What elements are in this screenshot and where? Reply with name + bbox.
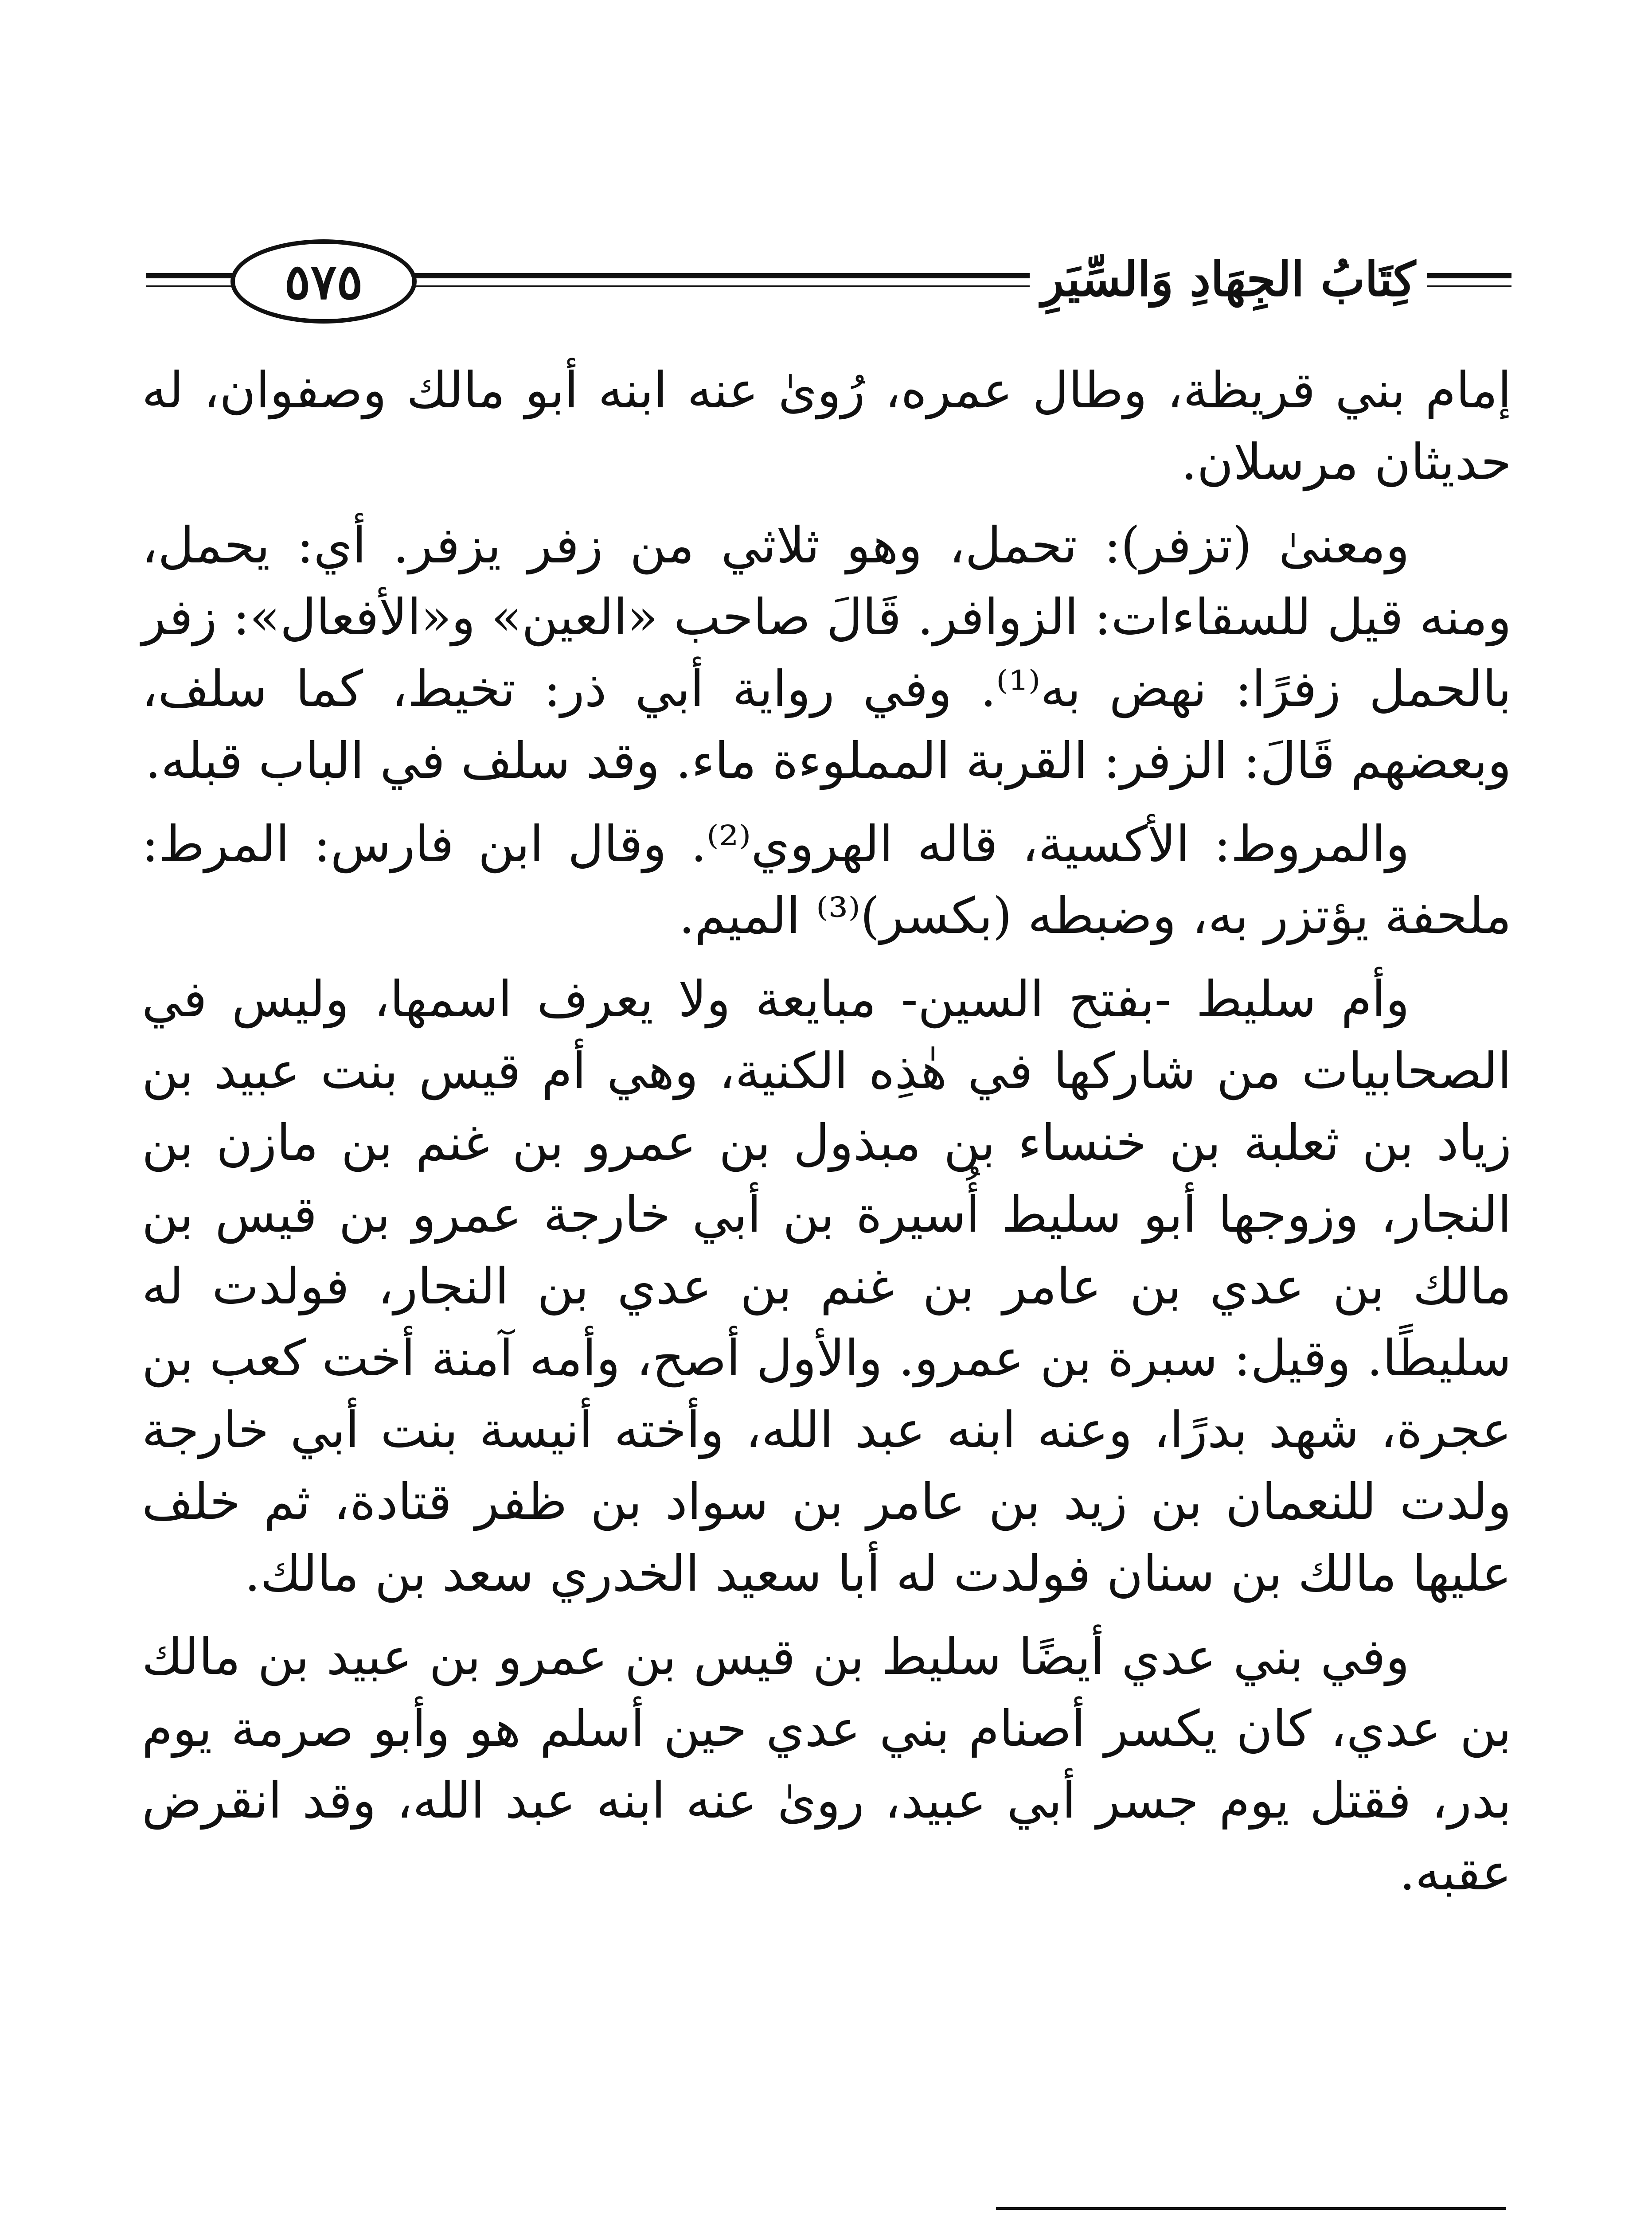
- main-text: [142, 355, 1511, 1908]
- book-title: كِتَابُ الجِهَادِ وَالسِّيَرِ: [1030, 246, 1427, 312]
- header-rule-left-thick: [146, 273, 235, 278]
- paragraph-1: إمام بني قريظة، وطال عمره، رُوىٰ عنه ابنه أبو مالك وصفوان، له حديثان مرسلان.: [142, 362, 1511, 491]
- running-header: [146, 230, 1511, 332]
- footnote-separator: [996, 2207, 1506, 2210]
- header-rule-left-thin: [146, 285, 235, 287]
- paragraph-4: وأم سليط -بفتح السين- مبايعة ولا يعرف اسمها، وليس في الصحابيات من شاركها في هٰذِه الكنية، وهي أم قيس بنت عبيد بن زياد بن ثعلبة بن خنساء بن مبذول بن عمرو بن غنم بن مازن بن النجار، وزوجها أبو سليط أُسيرة بن أبي خارجة عمرو بن قيس بن مالك بن عدي بن عامر بن غنم بن عدي بن النجار، فولدت له سليطًا. وقيل: سبرة بن عمرو. والأول أصح، وأمه آمنة أخت كعب بن عجرة، شهد بدرًا، وعنه ابنه عبد الله، وأخته أنيسة بنت أبي خارجة ولدت للنعمان بن زيد بن عامر بن سواد بن ظفر قتادة، ثم خلف عليها مالك بن سنان فولدت له أبا سعيد الخدري سعد بن مالك.: [142, 971, 1511, 1603]
- paragraph-5: وفي بني عدي أيضًا سليط بن قيس بن عمرو بن عبيد بن مالك بن عدي، كان يكسر أصنام بني عدي حين أسلم هو وأبو صرمة يوم بدر، فقتل يوم جسر أبي عبيد، روىٰ عنه ابنه عبد الله، وقد انقرض عقبه.: [142, 1628, 1511, 1901]
- paragraph-2: ومعنىٰ (تزفر): تحمل، وهو ثلاثي من زفر يزفر. أي: يحمل، ومنه قيل للسقاءات: الزوافر. قَالَ صاحب «العين» و«الأفعال»: زفر بالحمل زفرًا: نهض به⁽¹⁾. وفي رواية أبي ذر: تخيط، كما سلف، وبعضهم قَالَ: الزفر: القربة المملوءة ماء. وقد سلف في الباب قبله.: [142, 517, 1511, 790]
- page-number: ٥٧٥: [230, 239, 417, 324]
- paragraph-3: والمروط: الأكسية، قاله الهروي⁽²⁾. وقال ابن فارس: المرط: ملحفة يؤتزر به، وضبطه (بكسر)⁽³⁾ الميم.: [142, 815, 1511, 945]
